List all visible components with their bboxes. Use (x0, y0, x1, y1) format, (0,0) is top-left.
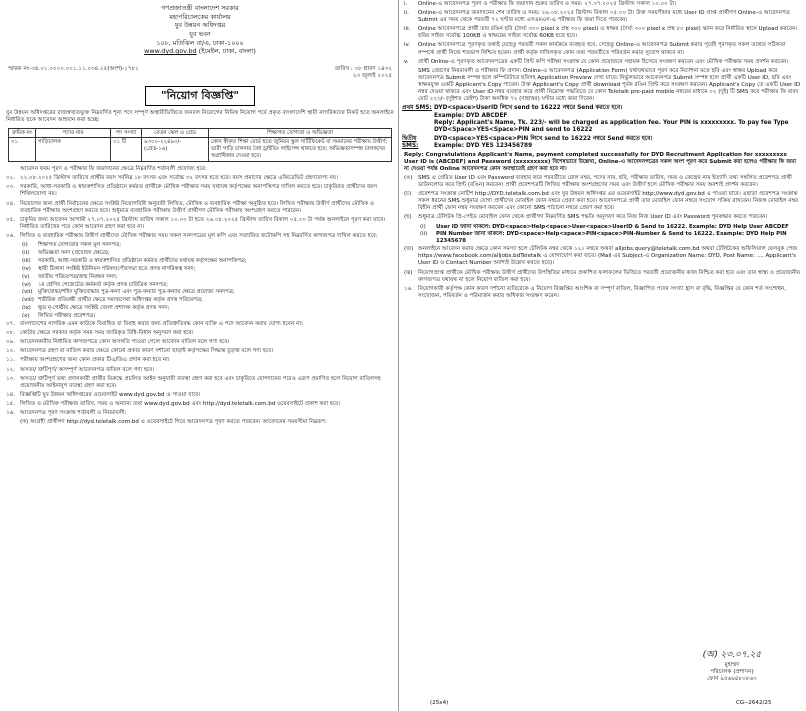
table-cell: গাড়িচালক (36, 138, 111, 162)
list-item (6, 217, 396, 231)
list-item (6, 401, 396, 408)
sms-line: DYD<space>YES<space>PIN লিখে send to 16222 নম্বরে Send করতে হবে। (434, 135, 653, 142)
item-number: (ঝ) (404, 269, 413, 276)
left-column (4, 0, 396, 711)
recovery-list (402, 224, 802, 246)
sublist-item (22, 274, 396, 281)
memo-row (4, 66, 396, 80)
footer-code-left: (25x4) (430, 700, 449, 706)
sms-line: DYD<space>UserID লিখে send to 16222 নম্বরে Send করতে হবে। (434, 105, 623, 112)
sms-reply: Reply: Congratulations Applicant's Name, payment completed successfully for DYD Recruitment Application for xxxxxxxxx User ID is (ABCDEF) and Password (xxxxxxxxx) বিশেষভাবে উল্লেখ্য, Online-এ আবেদনপত্রের সকল অংশ পূরণ করে Submit করা হলেও পরীক্ষার ফি জমা না দেওয়া পর্যন্ত Online আবেদনপত্র কোন অবস্থাতেই গ্রহণ করা হবে না। (404, 151, 796, 172)
item-number: ০৮. (6, 330, 15, 337)
final-conditions-list (402, 246, 802, 300)
date-english: ২৩ জুলাই ২০২৫ (352, 73, 392, 79)
item-number: ০৭. (6, 321, 15, 328)
list-item (404, 42, 802, 56)
item-text: সরকারি, আধা-সরকারি ও স্বায়ত্তশাসিত প্রতিষ্ঠানে কর্মরত প্রার্থীকে মৌখিক পরীক্ষার সময় যথাযথ কর্তৃপক্ষের অনাপত্তিপত্র দাখিল করতে হবে। চাকুরিরত প্রার্থীদের বয়স শিথিলযোগ্য নয়। (20, 184, 377, 198)
item-text: আবেদনপত্র পূরণ সংক্রান্ত শর্তাবলী ও নিয়মাবলী: (20, 410, 127, 417)
item-number: iv. (404, 42, 411, 49)
apply-instructions: (ক) আগ্রহী প্রার্থীগণ http://dyd.teletalk.com.bd এ ওয়েবসাইটে গিয়ে আবেদনপত্র পূরণ করতে পারবেন। আবেদনের সময়সীমা নিম্নরূপ: (20, 419, 327, 426)
sms-line: Example: DYD ABCDEF (434, 112, 508, 119)
list-item (404, 191, 802, 212)
sms-intro: SMS প্রেরণের নিয়মাবলী ও পরীক্ষার ফি প্রদান: Online-এ আবেদনপত্র (Application Form) যথাযথভাবে পূরণ করে নির্দেশনা মতে ছবি এবং স্বাক্ষর Upload করে আবেদনপত্র Submit সম্পন্ন হলে কম্পিউটারে ছবিসহ Application Preview দেখা যাবে। নির্ভুলভাবে আবেদনপত্র Submit সম্পন্ন হলে প্রার্থী একটি User ID, ছবি এবং স্বাক্ষরযুক্ত একটি Applicant's Copy পাবেন। উক্ত Applicant's Copy প্রার্থী download পূর্বক রঙিন প্রিন্ট করে সংরক্ষণ করবেন। Applicant's Copy তে একটি User ID নম্বর দেওয়া থাকবে এবং User ID নম্বর ব্যবহার করে প্রার্থী নিম্নোক্ত পদ্ধতিতে যে কোন Teletalk pre-paid mobile নম্বরের মাধ্যমে ০২ (দুই) টি SMS করে পরীক্ষার ফি বাবদ মোট ২২৩/- (দুইশত তেইশ) টাকা অনধিক ৭২ (বাহাত্তর) ঘণ্টার মধ্যে জমা দিবেন। (418, 67, 801, 103)
list-item (404, 59, 802, 66)
date-label: তারিখ (334, 65, 349, 72)
sublist-item (22, 250, 396, 257)
item-text: Online আবেদনপত্রে পূরণকৃত তথ্যই যেহেতু পরবর্তী সকল কার্যক্রমে ব্যবহৃত হবে, সেহেতু Online-এ আবেদনপত্র Submit করার পূর্বেই পূরণকৃত সকল তথ্যের সঠিকতা সম্পর্কে প্রার্থী নিজে শতভাগ নিশ্চিত হবেন। প্রার্থী কর্তৃক দাখিলকৃত কোন তথ্য পরবর্তীতে পরিবর্তন করার সুযোগ থাকবে না। (418, 42, 786, 56)
sub-number: (iv) (22, 265, 31, 272)
header-line: যুব উন্নয়ন অধিদপ্তর (174, 21, 226, 30)
signatory-title: পরিচালক (প্রশাসন) (710, 668, 754, 675)
item-text: লিখিত ও মৌখিক পরীক্ষার তারিখ, সময় ও অন্যান্য তথ্য www.dyd.gov.bd এবং http://dyd.teletalk.com.bd ওয়েবসাইটে প্রকাশ করা হবে। (20, 400, 341, 407)
sub-number: (x) (22, 313, 30, 320)
item-number: ০৪. (6, 200, 15, 207)
table-header-cell: বেতন স্কেল ও গ্রেড (142, 128, 209, 138)
sublist-item (420, 231, 802, 245)
header-line: মহাপরিচালকের কার্যালয় (169, 12, 231, 21)
sublist-item (22, 282, 396, 289)
header-line: যুব ভবন (189, 29, 211, 38)
item-number: ১০. (6, 348, 15, 355)
list-item (6, 357, 396, 364)
table-header-row (9, 128, 392, 138)
sub-text: জাতীয় পরিচয়পত্র/জন্ম নিবন্ধন সনদ; (38, 273, 118, 280)
item-text: SMS এ প্রেরিত User ID এবং Password ব্যবহার করে পরবর্তীতে রোল নম্বর, পদের নাম, ছবি, পরীক্ষার তারিখ, সময় ও কেন্দ্রের নাম ইত্যাদি তথ্য সম্বলিত প্রবেশপত্র প্রার্থী ডাউনলোড করে প্রিন্ট (রঙিন) করবেন। প্রার্থী প্রবেশপত্রটি লিখিত পরীক্ষায় অংশগ্রহণের সময় এবং উত্তীর্ণ হলে মৌখিক পরীক্ষার সময় অবশ্যই প্রদর্শন করবেন। (418, 174, 792, 189)
office-header (4, 0, 396, 56)
header-line: ১০৮, মতিঝিল বা/এ, ঢাকা-১০০০ (156, 38, 244, 47)
item-text: কোটার ক্ষেত্রে সরকার কর্তৃক সময় সময় জারিকৃত বিধি-বিধান অনুসরণ করা হবে। (20, 330, 194, 337)
item-number: ১৬. (404, 285, 413, 292)
item-text: অসত্য/ ত্রুটিপূর্ণ তথ্য প্রদানকারী প্রার্থীর বিরুদ্ধে প্রচলিত আইন অনুযায়ী ব্যবস্থা গ্রহণ করা হবে এবং চাকুরিতে যোগদানের পরেও এরূপ প্রমাণিত হলে নিয়োগ বাতিলসহ প্রয়োজনীয় আইনানুগ ব্যবস্থা গ্রহণ করা হবে। (20, 375, 381, 389)
sub-text: PIN Number জানা থাকলে: DYD<space>Help<space>PIN<space>PIN-Number & Send to 16222. Example: DYD Help PIN 12345678 (436, 231, 787, 245)
item-number: (ছ) (404, 214, 412, 221)
list-item (6, 339, 396, 346)
item-text: আবেদন ফরম পূরণ ও পরীক্ষার ফি জমাদানের ক্ষেত্রে নিম্নবর্ণিত শর্তাবলী প্রযোজ্য হবে: (20, 166, 207, 173)
header-line: গণপ্রজাতন্ত্রী বাংলাদেশ সরকার (161, 4, 239, 12)
signature-block (672, 650, 792, 683)
right-column (402, 0, 802, 711)
sub-number: (ix) (22, 305, 31, 312)
item-number: (ঙ) (404, 174, 413, 181)
item-number: ১৬. (6, 410, 15, 417)
item-number: ii. (404, 10, 409, 17)
list-item (6, 175, 396, 182)
sms-first (402, 105, 802, 135)
sms-block (402, 105, 802, 150)
item-text: আবেদনকারীর নির্ধারিত কাগজপত্রে কোন অসঙ্গতি পাওয়া গেলে আবেদন বাতিল বলে গণ্য হবে। (20, 339, 230, 346)
online-schedule-list (402, 1, 802, 66)
sublist-item (22, 297, 396, 304)
memo-date: তারিখ : ০৮ শ্রাবণ ১৪৩২ ২৩ জুলাই ২০২৫ (334, 65, 392, 79)
table-cell: ০১ টি (111, 138, 142, 162)
sublist-item (22, 266, 396, 273)
item-text: বিজ্ঞপ্তিটি যুব উন্নয়ন অধিদপ্তরের ওয়েবসাইট www.dyd.gov.bd এ পাওয়া যাবে। (20, 391, 201, 398)
list-item (6, 330, 396, 337)
intro-paragraph: যুব উন্নয়ন অধিদপ্তরের রাজস্বখাতভুক্ত নিম্নবর্ণিত শূন্য পদে সম্পূর্ণ অস্থায়ীভিত্তিতে জনবল নিয়োগের নিমিত্ত নিয়োগ পর্বে প্রকৃত বাংলাদেশি স্থায়ী নাগরিকদের নিকট হতে অনলাইনে নির্ধারিত ছকে আবেদন আহবান করা হচ্ছে: (6, 110, 394, 124)
list-item (404, 1, 802, 8)
list-item (404, 10, 802, 24)
sub-text: স্থায়ী ঠিকানা সংশ্লিষ্ট ইউনিয়ন পরিষদ/পৌরসভা হতে প্রদত্ত নাগরিকত্ব সনদ; (38, 265, 196, 272)
notice-title: "নিয়োগ বিজ্ঞপ্তি" (145, 86, 255, 106)
item-number: iii. (404, 26, 411, 33)
list-item (6, 184, 396, 198)
item-number (6, 166, 20, 173)
sub-number: (v) (22, 273, 30, 280)
table-cell: ০১ (9, 138, 36, 162)
sub-number: (viii) (22, 297, 34, 304)
item-text: পরীক্ষায় অংশগ্রহণের জন্য কোন প্রকার টিএ/ডিএ প্রদান করা হবে না। (20, 357, 170, 364)
item-text: প্রার্থী Online-এ পূরণকৃত আবেদনপত্রের একটি প্রিন্ট কপি পরীক্ষা সংক্রান্ত যে কোন প্রয়োজনে সহায়ক হিসেবে সংরক্ষণ করবেন এবং মৌখিক পরীক্ষার সময় প্রদর্শন করবেন। (418, 58, 789, 65)
item-number: ১১. (6, 357, 15, 364)
list-item (404, 26, 802, 40)
vacancy-table (8, 128, 392, 163)
item-text: লিখিত ও ব্যবহারিক পরীক্ষায় উত্তীর্ণ প্রার্থীদের মৌখিক পরীক্ষার সময় সকল সনদপত্রের মূল কপি এবং সত্যায়িত ফটোকপি সহ নিম্নবর্ণিত কাগজপত্র দাখিল করতে হবে: (20, 232, 378, 239)
item-number: ০২. (6, 175, 15, 182)
sms-second (402, 136, 802, 151)
table-header-cell: পদের নাম (36, 128, 111, 138)
list-item (6, 348, 396, 355)
item-number: ১৪. (6, 391, 15, 398)
item-text: প্রবেশপত্র সংক্রান্ত নোটিশ http://DYD.teletalk.com.bd এবং যুব উন্নয়ন অধিদপ্তর এর ওয়েবসাইট http://www.dyd.gov.bd এ পাওয়া যাবে। এছাড়া প্রবেশপত্র সংক্রান্ত সকল ধরনের SMS শুধুমাত্র যোগ্য প্রার্থীদের মোবাইল ফোন নম্বরে প্রেরণ করা হবে। আবেদনপত্রে প্রার্থী তার মোবাইল ফোন নম্বরে সংযোগ সক্রিয় রাখবেন। নিজস্ব মোবাইল নম্বর বিহীন প্রার্থী ফোন নম্বর সংরক্ষণ করবেন এবং কোনো SMS পাঠানো নম্বরে প্রেরণ করা হবে। (418, 191, 799, 212)
item-text: আবেদনপত্র গ্রহণ বা বাতিল করার ক্ষেত্রে কোনো প্রকার কারণ দর্শানো ছাড়াই কর্তৃপক্ষের সিদ্ধান্ত চূড়ান্ত বলে গণ্য হবে। (20, 348, 274, 355)
table-cell: কোন স্বীকৃত শিক্ষা বোর্ড হতে জুনিয়র স্কুল সার্টিফিকেট বা সমমানের পরীক্ষায় উত্তীর্ণ; ভারী গাড়ি চালনার বৈধ ড্রাইভিং লাইসেন্স থাকতে হবে; অভিজ্ঞতাসম্পন্ন চালকদের অগ্রাধিকার দেওয়া হবে। (209, 138, 392, 162)
memo-reference: স্মারক নং-৩৪.০১.০০০০.০০১.১১.০৩৪.২৫(অংশ)-১৭৮১ (8, 65, 139, 72)
item-text: নিয়োগপ্রাপ্ত প্রার্থীকে মৌখিক পরীক্ষায় উত্তীর্ণ প্রার্থীদের উপস্থিতির মাধ্যমে প্রকাশিত ফলাফলের ভিত্তিতে পরবর্তী প্রয়োজনীয় কাজ নিশ্চিত করা হবে এবং তার স্বাস্থ্য ও প্রয়োজনীয় কাগজপত্র যথাযথ না হলে নিয়োগ বাতিল করা হবে। (418, 269, 801, 283)
item-text: নিয়োগের জন্য প্রার্থী নির্বাচনের ক্ষেত্রে সংশ্লিষ্ট নিয়োগবিধি অনুযায়ী লিখিত, মৌখিক ও ব্যবহারিক পরীক্ষা অনুষ্ঠিত হবে। লিখিত পরীক্ষায় উত্তীর্ণ প্রার্থীদের মৌখিক ও ব্যবহারিক পরীক্ষায় অংশগ্রহণ করতে হবে। শুধুমাত্র ব্যবহারিক পরীক্ষায় উত্তীর্ণ প্রার্থীগণ মৌখিক পরীক্ষায় অংশগ্রহণ করতে পারবেন। (20, 200, 374, 214)
sub-text: শারীরিক প্রতিবন্ধী প্রার্থীর ক্ষেত্রে সমাজসেবা অধিদপ্তর কর্তৃক প্রদত্ত পরিচয়পত্র; (38, 297, 203, 304)
list-item (404, 246, 802, 267)
sms-line: Reply: Applicant's Name, Tk. 223/- will be charged as application fee. Your PIN is xxxxxxxxx. To pay fee Type DYD<Space>YES<Space>PIN and send to 16222 (434, 120, 789, 134)
table-header-cell: পদ সংখ্যা (111, 128, 142, 138)
sub-number: (ii) (420, 231, 428, 238)
sub-number: (i) (420, 223, 426, 230)
sub-number: (iii) (22, 257, 31, 264)
item-number: ১৫. (6, 400, 15, 407)
table-header-cell: শিক্ষাগত যোগ্যতা ও অভিজ্ঞতা (209, 128, 392, 138)
item-text: অনলাইনে আবেদন করার ক্ষেত্রে কোন সমস্যা হলে টেলিটক নম্বর থেকে ১২১ নম্বরে অথবা alljobs.query@teletalk.com.bd অথবা টেলিটকের অফিসিয়াল ফেসবুক পেজ https://www.facebook.com/alljobs.bdTeletalk এ যোগাযোগ করা যাবে। (Mail এর Subject-এ Organization Name: DYD, Post Name: ..., Applicant's User ID ও Contact Number অবশ্যই উল্লেখ করতে হবে)। (418, 246, 798, 267)
documents-sublist (4, 242, 396, 320)
date-bangla: ০৮ শ্রাবণ ১৪৩২ (354, 65, 392, 72)
footer-code-right: CG--2642/25 (736, 700, 772, 706)
sub-number: (ii) (22, 249, 30, 256)
item-number: ০৩. (6, 184, 15, 191)
sublist-item (22, 313, 396, 320)
column-divider (398, 0, 399, 711)
sms-line: Example: DYD YES 123456789 (434, 143, 533, 150)
list-item (404, 286, 802, 300)
website-link[interactable]: www.dyd.gov.bd (144, 47, 197, 56)
list-item (6, 233, 396, 240)
list-item (404, 270, 802, 284)
sublist-item (22, 258, 396, 265)
item-text: Online-এ আবেদনপত্র পূরণ ও পরীক্ষার ফি জমাদান শুরুর তারিখ ও সময়: ২৭.০৭.২০২৫ খ্রিস্টাব্দ সকাল ১০.০০ টা। (418, 1, 677, 7)
sublist-item (22, 305, 396, 312)
list-item (6, 392, 396, 399)
sub-text: সরকারি, আধা-সরকারি ও স্বায়ত্তশাসিত প্রতিষ্ঠানে কর্মরত প্রার্থীদের যথাযথ কর্তৃপক্ষের অনাপত্তিপত্র; (38, 257, 247, 264)
sub-text: শিক্ষাগত যোগ্যতার সকল মূল সনদপত্র; (38, 242, 122, 249)
conditions-list (4, 166, 396, 240)
sub-text: ১ম শ্রেণির গেজেটেড কর্মকর্তা কর্তৃক প্রদত্ত চারিত্রিক সনদপত্র; (38, 281, 168, 288)
sms-tag: প্রথম SMS: (402, 105, 432, 112)
item-number: ০৬. (6, 232, 15, 239)
item-number: (জ) (404, 246, 414, 253)
list-item (6, 367, 396, 374)
list-item (6, 410, 396, 417)
item-text: অসত্য/ ত্রুটিপূর্ণ/ অসম্পূর্ণ আবেদনপত্র বাতিল বলে গণ্য হবে। (20, 366, 155, 373)
sublist-item (420, 224, 802, 231)
sub-text: ক্ষুদ্র নৃ-গোষ্ঠীর ক্ষেত্রে সংশ্লিষ্ট জেলা প্রশাসক কর্তৃক প্রদত্ত সনদ; (38, 305, 170, 312)
list-item (6, 376, 396, 390)
sms-tag: দ্বিতীয় SMS: (402, 135, 419, 150)
list-item (6, 321, 396, 328)
item-number: i. (404, 1, 408, 7)
item-text: বাংলাদেশের নাগরিক এমন কাউকে বিবাহিত বা বিবাহ করার জন্য প্রতিশ্রুতিবদ্ধ কোন ব্যক্তি এ পদে আবেদন করার যোগ্য হবেন না। (20, 321, 303, 328)
sub-number: (vi) (22, 281, 31, 288)
table-row (9, 138, 392, 162)
signatory-name: মুহাম্মদ (724, 661, 740, 668)
header-website-suffix: (ইমেইল, ঢাকা, বাংলা) (198, 47, 256, 56)
sub-text: User ID জানা থাকলে: DYD<space>Help<space>User<space>UserID & Send to 16222. Example: DYD Help User ABCDEF (436, 223, 789, 230)
conditions-list-continued (4, 321, 396, 417)
item-number: ০৯. (6, 339, 15, 346)
table-cell: ৯৩০০-২২৪৯০/- (গ্রেড-১৬) (142, 138, 209, 162)
list-item (404, 214, 802, 221)
sub-text: অভিজ্ঞতা সনদ (প্রযোজ্য ক্ষেত্রে); (38, 249, 110, 256)
item-text: চাকুরির জন্য আবেদন আগামী ২৭.০৭.২০২৫ খ্রিস্টাব্দ তারিখ সকাল ১০.০০ টা হতে ২৬.০৮.২০২৫ খ্রিস্টাব্দ তারিখ বিকাল ০৫.০০ টা পর্যন্ত অনলাইনে পূরণ করা যাবে। নির্ধারিত তারিখের পরে কোন আবেদন গ্রহণ করা হবে না। (20, 216, 386, 230)
sublist-item (22, 242, 396, 249)
item-number: ১৩. (6, 375, 15, 382)
admit-card-list (402, 175, 802, 222)
item-text: শুধুমাত্র টেলিটক প্রি-পেইড মোবাইল ফোন থেকে প্রার্থীগণ নিম্নবর্ণিত SMS পদ্ধতি অনুসরণ করে নিজ নিজ User ID এবং Password পুনরুদ্ধার করতে পারবেন। (418, 214, 768, 221)
list-item (6, 201, 396, 215)
list-item (6, 166, 396, 173)
sub-text: লিখিত পরীক্ষার প্রবেশপত্র। (38, 313, 96, 320)
item-text: Online আবেদনপত্রে প্রার্থী তার রঙিন ছবি (দৈর্ঘ্য ৩০০ pixel x প্রস্থ ৩০০ pixel) ও স্বাক্ষর (দৈর্ঘ্য ৩০০ pixel x প্রস্থ ৮০ pixel) স্ক্যান করে নির্ধারিত স্থানে Upload করবেন। ছবির সাইজ সর্বোচ্চ 100KB ও স্বাক্ষরের সাইজ সর্বোচ্চ 60KB হতে হবে। (418, 26, 798, 40)
sub-number: (i) (22, 242, 28, 249)
list-item (404, 175, 802, 189)
item-text: Online-এ আবেদনপত্র জমাদানের শেষ তারিখ ও সময়: ২৬.০৮.২০২৫ খ্রিস্টাব্দ বিকাল ০৫.০০ টা। উক্ত সময়সীমার মধ্যে User ID প্রাপ্ত প্রার্থীগণ Online-এ আবেদনপত্র Submit এর সময় থেকে পরবর্তী ৭২ ঘণ্টার মধ্যে এসএমএস-এ পরীক্ষার ফি জমা দিতে পারবেন। (418, 10, 790, 24)
item-text: নিয়োগকারী কর্তৃপক্ষ কোন কারণ দর্শানো ব্যতিরেকে এ নিয়োগ বিজ্ঞপ্তির আংশিক বা সম্পূর্ণ বাতিল, বিজ্ঞাপিত পদের সংখ্যা হ্রাস বা বৃদ্ধি, বিজ্ঞপ্তির যে কোন শর্ত সংশোধন, সংযোজন, পরিবর্তন ও পরিমার্জন করার অধিকার সংরক্ষণ করেন। (418, 285, 786, 299)
signatory-phone: ফোন ৯৫৬৬৪৮০৮৬৩ (707, 675, 757, 682)
sub-text: মুক্তিযোদ্ধা/শহিদ মুক্তিযোদ্ধার পুত্র-কন্যা এবং পুত্র-কন্যার পুত্র-কন্যার ক্ষেত্রে প্রযোজ্য সনদপত্র; (38, 289, 235, 296)
item-number: v. (404, 58, 409, 65)
item-number: (চ) (404, 191, 412, 198)
table-header-cell: ক্রমিক নং (9, 128, 36, 138)
signature-scrawl: (অ) ২৩.০৭.২৫ (702, 650, 762, 660)
item-text: ২২.০৮.২০২৫ খ্রিস্টাব্দ তারিখে প্রার্থীর বয়স সর্বনিম্ন ১৮ বৎসর এবং সর্বোচ্চ ৩২ বৎসর হতে হবে। বয়স প্রমাণের ক্ষেত্রে এফিডেভিট গ্রহণযোগ্য নয়। (20, 175, 339, 182)
sub-number: (vii) (22, 289, 33, 296)
item-number: ১২. (6, 366, 15, 373)
sublist-item (22, 289, 396, 296)
item-number: ০৫. (6, 216, 15, 223)
